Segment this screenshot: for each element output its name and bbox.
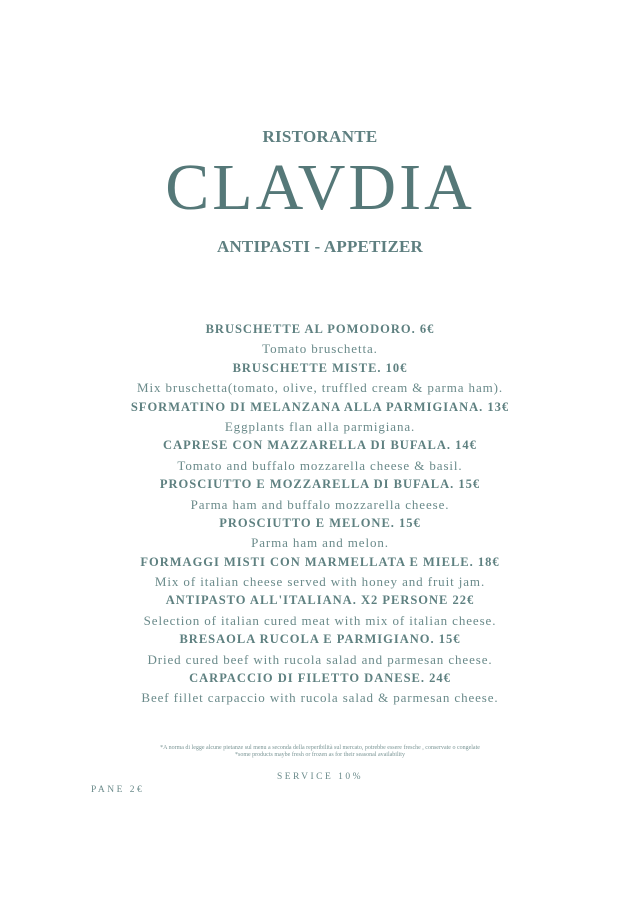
menu-item — [0, 320, 640, 359]
service-charge: SERVICE 10% — [276, 772, 364, 782]
item-name: CAPRESE CON MAZZARELLA DI BUFALA. 14€ — [163, 438, 477, 453]
item-description: Mix bruschetta(tomato, olive, truffled cream & parma ham). — [136, 380, 504, 396]
menu-item — [0, 436, 640, 475]
item-description: Parma ham and buffalo mozzarella cheese. — [190, 496, 450, 512]
item-name: FORMAGGI MISTI CON MARMELLATA E MIELE. 18€ — [140, 554, 500, 569]
menu-item — [0, 591, 640, 630]
item-name: BRESAOLA RUCOLA E PARMIGIANO. 15€ — [179, 632, 461, 647]
item-description: Selection of italian cured meat with mix of italian cheese. — [143, 612, 497, 628]
restaurant-name: CLAVDIA — [165, 151, 475, 224]
menu-item — [0, 475, 640, 514]
item-description: Tomato bruschetta. — [262, 341, 378, 357]
item-name: CARPACCIO DI FILETTO DANESE. 24€ — [189, 671, 451, 686]
item-description: Dried cured beef with rucola salad and parmesan cheese. — [147, 651, 493, 667]
menu-item — [0, 514, 640, 553]
menu-item — [0, 398, 640, 437]
item-description: Tomato and buffalo mozzarella cheese & basil. — [177, 457, 463, 473]
item-name: PROSCIUTTO E MELONE. 15€ — [219, 515, 421, 530]
menu-list — [0, 320, 640, 708]
item-description: Eggplants flan alla parmigiana. — [224, 418, 416, 434]
item-name: BRUSCHETTE MISTE. 10€ — [232, 360, 408, 375]
menu-item — [0, 669, 640, 708]
item-name: ANTIPASTO ALL'ITALIANA. X2 PERSONE 22€ — [165, 593, 475, 608]
legal-note-italian: *A norma di legge alcune pietanze sul menu a seconda della reperibilità sul mercato, potrebbe essere fresche , conservate o congelate — [160, 745, 480, 751]
restaurant-label: RISTORANTE — [262, 127, 378, 146]
item-description: Beef fillet carpaccio with rucola salad & parmesan cheese. — [141, 690, 499, 706]
item-name: SFORMATINO DI MELANZANA ALLA PARMIGIANA. 13€ — [130, 399, 510, 414]
item-name: PROSCIUTTO E MOZZARELLA DI BUFALA. 15€ — [159, 477, 481, 492]
item-description: Mix of italian cheese served with honey and fruit jam. — [154, 574, 486, 590]
section-title: ANTIPASTI - APPETIZER — [216, 237, 424, 256]
item-name: BRUSCHETTE AL POMODORO. 6€ — [205, 322, 435, 336]
item-description: Parma ham and melon. — [251, 535, 389, 551]
menu-item — [0, 630, 640, 669]
menu-item — [0, 553, 640, 592]
bread-price: PANE 2€ — [91, 785, 145, 795]
menu-item — [0, 359, 640, 398]
legal-note-english: *some products maybe fresh or frozen as for their seasonal availability — [235, 752, 405, 758]
